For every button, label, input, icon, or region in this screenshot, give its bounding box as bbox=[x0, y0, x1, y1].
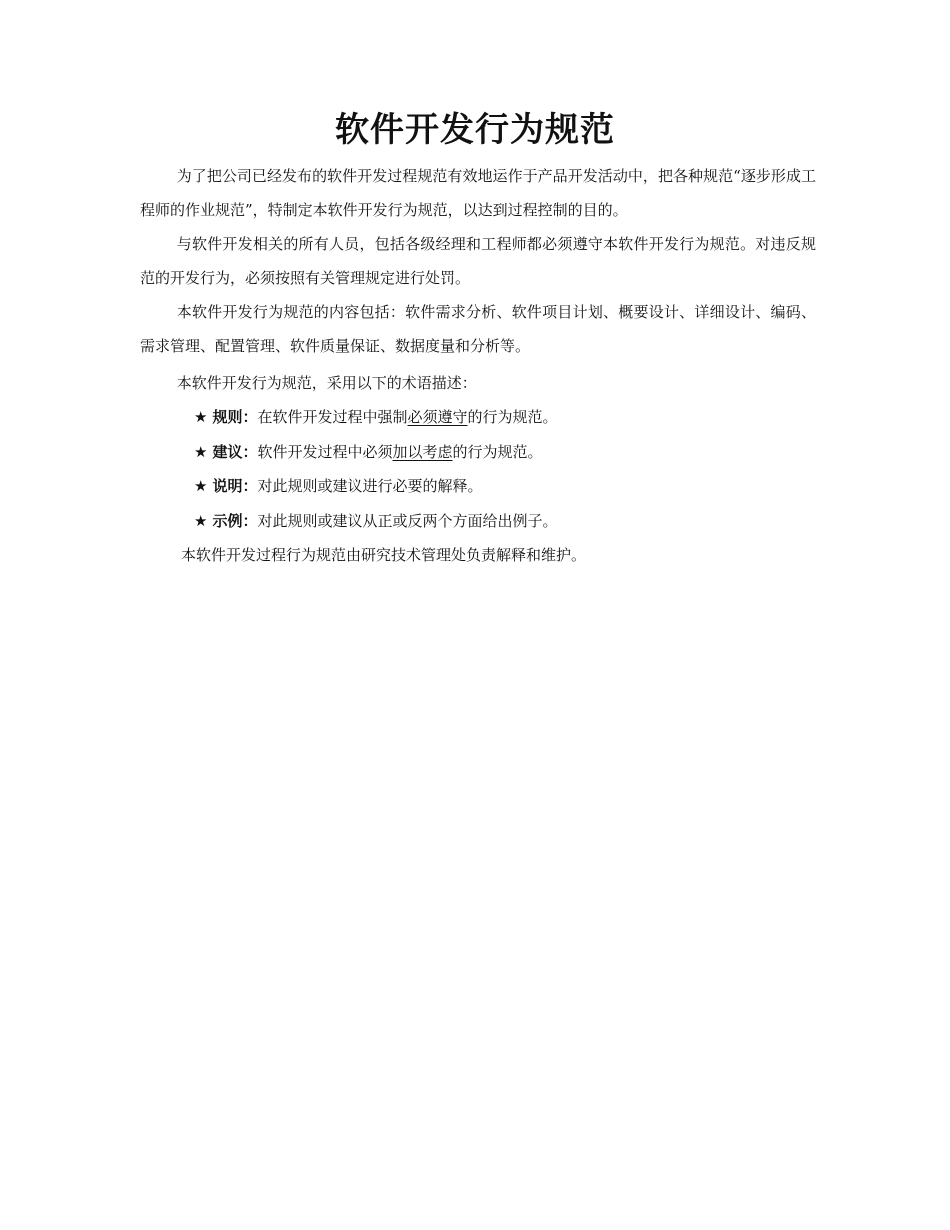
term-underlined-text: 必须遵守 bbox=[407, 408, 468, 426]
term-text: 在软件开发过程中强制 bbox=[257, 408, 408, 426]
term-separator: ： bbox=[242, 408, 258, 426]
term-suggestion bbox=[140, 435, 816, 470]
term-separator: ： bbox=[242, 477, 258, 495]
paragraph-purpose: 为了把公司已经发布的软件开发过程规范有效地运作于产品开发活动中，把各种规范“逐步形成工程师的作业规范”，特制定本软件开发行为规范，以达到过程控制的目的。 bbox=[140, 167, 816, 219]
star-icon: ★ bbox=[194, 477, 208, 495]
term-text: 对此规则或建议从正或反两个方面给出例子。 bbox=[257, 511, 558, 530]
term-example bbox=[140, 504, 816, 539]
document-title: 软件开发行为规范 bbox=[335, 110, 615, 150]
term-text: 对此规则或建议进行必要的解释。 bbox=[257, 477, 483, 495]
term-separator: ： bbox=[242, 442, 258, 461]
star-icon: ★ bbox=[194, 442, 208, 461]
term-underlined-text: 加以考虑 bbox=[392, 442, 453, 461]
paragraph-scope: 与软件开发相关的所有人员，包括各级经理和工程师都必须遵守本软件开发行为规范。对违反规范的开发行为，必须按照有关管理规定进行处罚。 bbox=[140, 235, 816, 287]
term-name: 建议 bbox=[212, 442, 243, 461]
term-name: 示例 bbox=[212, 511, 243, 530]
term-text: 软件开发过程中必须 bbox=[257, 442, 393, 461]
star-icon: ★ bbox=[194, 408, 208, 426]
term-name: 说明 bbox=[212, 477, 243, 495]
terms-intro: 本软件开发行为规范，采用以下的术语描述： bbox=[176, 374, 477, 392]
term-rule bbox=[140, 400, 816, 435]
term-name: 规则 bbox=[212, 408, 243, 426]
closing-statement: 本软件开发过程行为规范由研究技术管理处负责解释和维护。 bbox=[181, 546, 587, 564]
term-separator: ： bbox=[242, 511, 258, 530]
term-text-after: 的行为规范。 bbox=[452, 442, 543, 461]
terms-list bbox=[140, 400, 816, 538]
term-text-after: 的行为规范。 bbox=[467, 408, 558, 426]
term-explanation bbox=[140, 469, 816, 504]
paragraph-contents: 本软件开发行为规范的内容包括：软件需求分析、软件项目计划、概要设计、详细设计、编码、需求管理、配置管理、软件质量保证、数据度量和分析等。 bbox=[140, 303, 816, 355]
star-icon: ★ bbox=[194, 511, 208, 530]
document-body bbox=[140, 159, 816, 572]
